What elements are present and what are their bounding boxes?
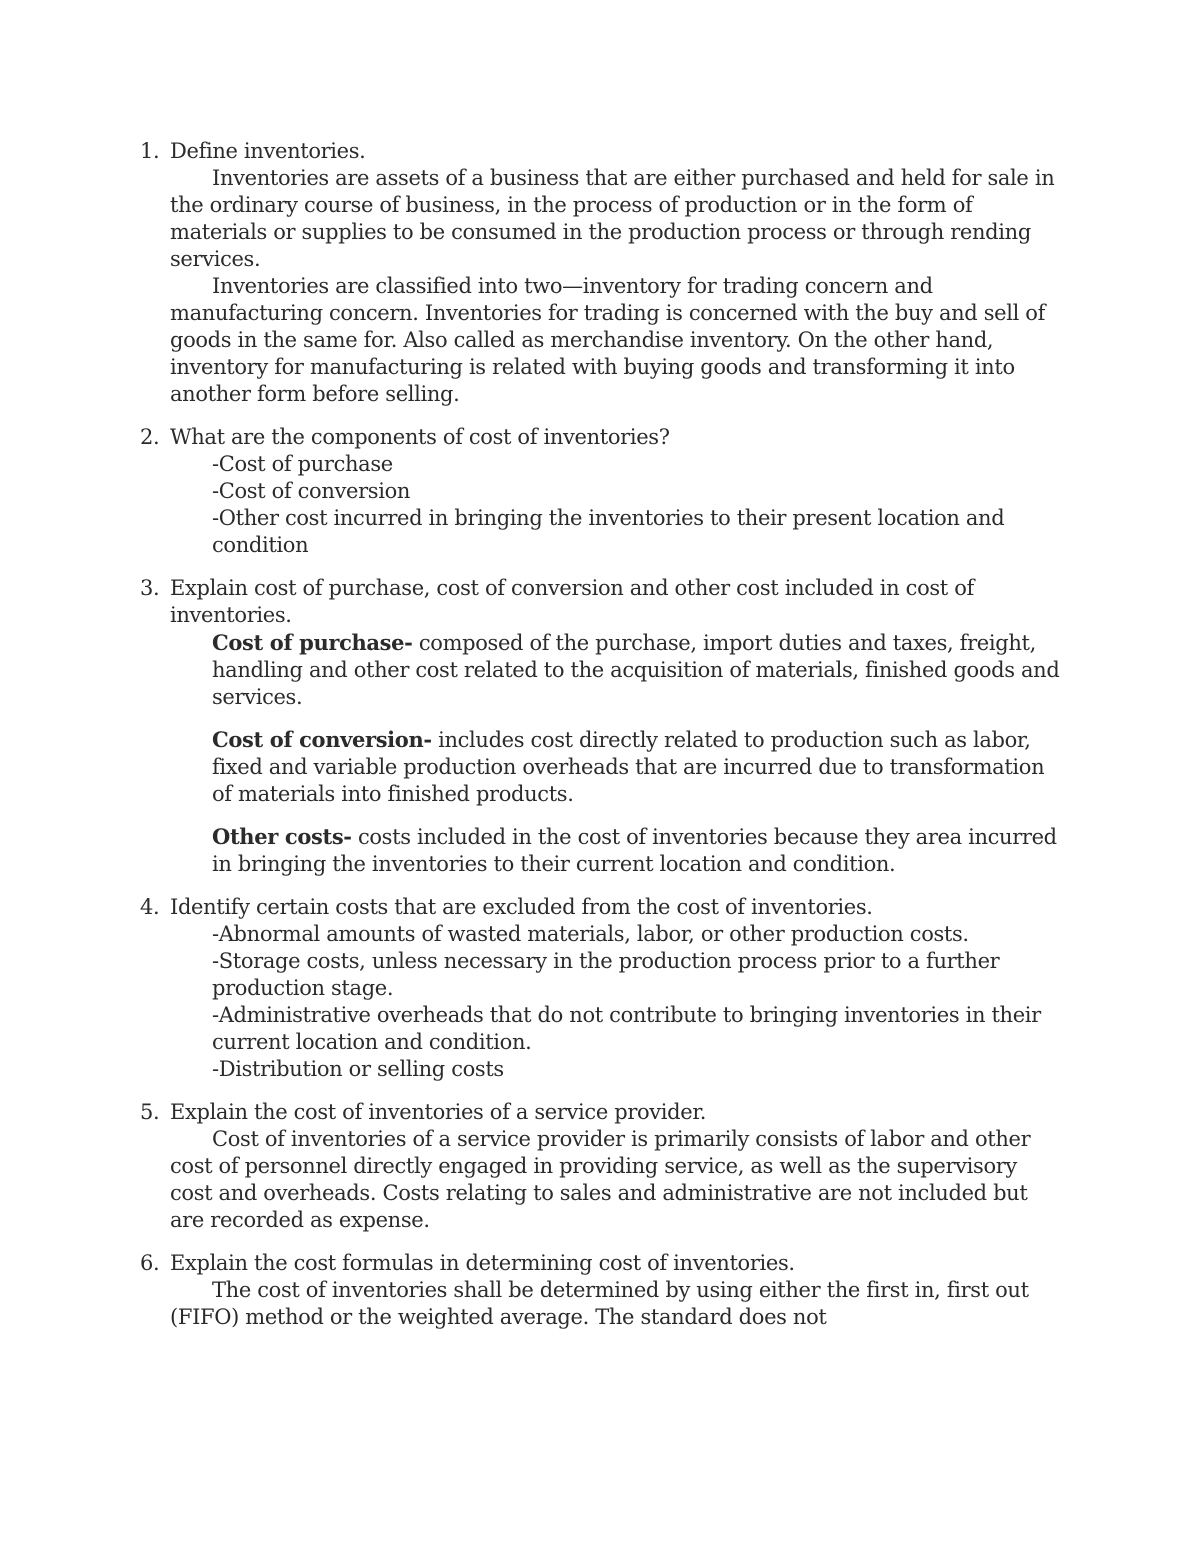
question-1 <box>140 138 1060 408</box>
definition-text: composed of the purchase, import duties and taxes, freight, handling and other cost related to the acquisition of materials, finished goods and services. <box>212 631 1060 709</box>
question-number: 3. <box>140 576 160 600</box>
question-title: Explain the cost of inventories of a service provider. <box>170 1100 707 1124</box>
question-title: Explain cost of purchase, cost of conversion and other cost included in cost of inventories. <box>170 576 974 627</box>
answer-item: -Storage costs, unless necessary in the production process prior to a further production stage. <box>212 949 1000 1000</box>
question-title: Explain the cost formulas in determining cost of inventories. <box>170 1251 795 1275</box>
question-5 <box>140 1099 1060 1234</box>
document-page <box>140 138 1060 1347</box>
question-3 <box>140 575 1060 878</box>
question-title: Define inventories. <box>170 139 366 163</box>
question-number: 1. <box>140 139 160 163</box>
definition-text: includes cost directly related to production such as labor, fixed and variable production overheads that are incurred due to transformation of materials into finished products. <box>212 728 1045 806</box>
answer-paragraph: Inventories are classified into two—inventory for trading concern and manufacturing concern. Inventories for trading is concerned with the buy and sell of goods in the same for. Also called as merchandise inventory. On the other hand, inventory for manufacturing is related with buying goods and transforming it into another form before selling. <box>170 274 1046 406</box>
definition-term: Cost of purchase- <box>212 630 413 655</box>
answer-item: -Distribution or selling costs <box>212 1057 504 1081</box>
question-number: 5. <box>140 1100 160 1124</box>
question-title: What are the components of cost of inventories? <box>170 425 670 449</box>
definition-text: costs included in the cost of inventories because they area incurred in bringing the inventories to their current location and condition. <box>212 825 1057 876</box>
question-title: Identify certain costs that are excluded from the cost of inventories. <box>170 895 873 919</box>
answer-item: -Cost of purchase <box>212 452 393 476</box>
question-number: 6. <box>140 1251 160 1275</box>
answer-paragraph: Cost of inventories of a service provider is primarily consists of labor and other cost of personnel directly engaged in providing service, as well as the supervisory cost and overheads. Costs relating to sales and administrative are not included but are recorded as expense. <box>170 1127 1031 1232</box>
question-4 <box>140 894 1060 1083</box>
answer-item: -Other cost incurred in bringing the inventories to their present location and condition <box>212 506 1005 557</box>
question-number: 2. <box>140 425 160 449</box>
answer-list <box>170 451 1060 559</box>
definition-term: Other costs- <box>212 824 352 849</box>
definition-other-costs <box>212 823 1060 878</box>
definition-term: Cost of conversion- <box>212 727 432 752</box>
answer-paragraph: Inventories are assets of a business that are either purchased and held for sale in the ordinary course of business, in the process of production or in the form of materials or supplies to be consumed in the production process or through rending services. <box>170 166 1055 271</box>
question-list <box>140 138 1060 1331</box>
answer-item: -Cost of conversion <box>212 479 411 503</box>
question-number: 4. <box>140 895 160 919</box>
answer-item: -Administrative overheads that do not contribute to bringing inventories in their current location and condition. <box>212 1003 1041 1054</box>
question-2 <box>140 424 1060 559</box>
question-6 <box>140 1250 1060 1331</box>
answer-paragraph: The cost of inventories shall be determined by using either the first in, first out (FIFO) method or the weighted average. The standard does not <box>170 1278 1029 1329</box>
answer-list <box>170 921 1060 1083</box>
definition-cost-of-purchase <box>212 629 1060 711</box>
definition-cost-of-conversion <box>212 726 1060 808</box>
answer-item: -Abnormal amounts of wasted materials, labor, or other production costs. <box>212 922 969 946</box>
